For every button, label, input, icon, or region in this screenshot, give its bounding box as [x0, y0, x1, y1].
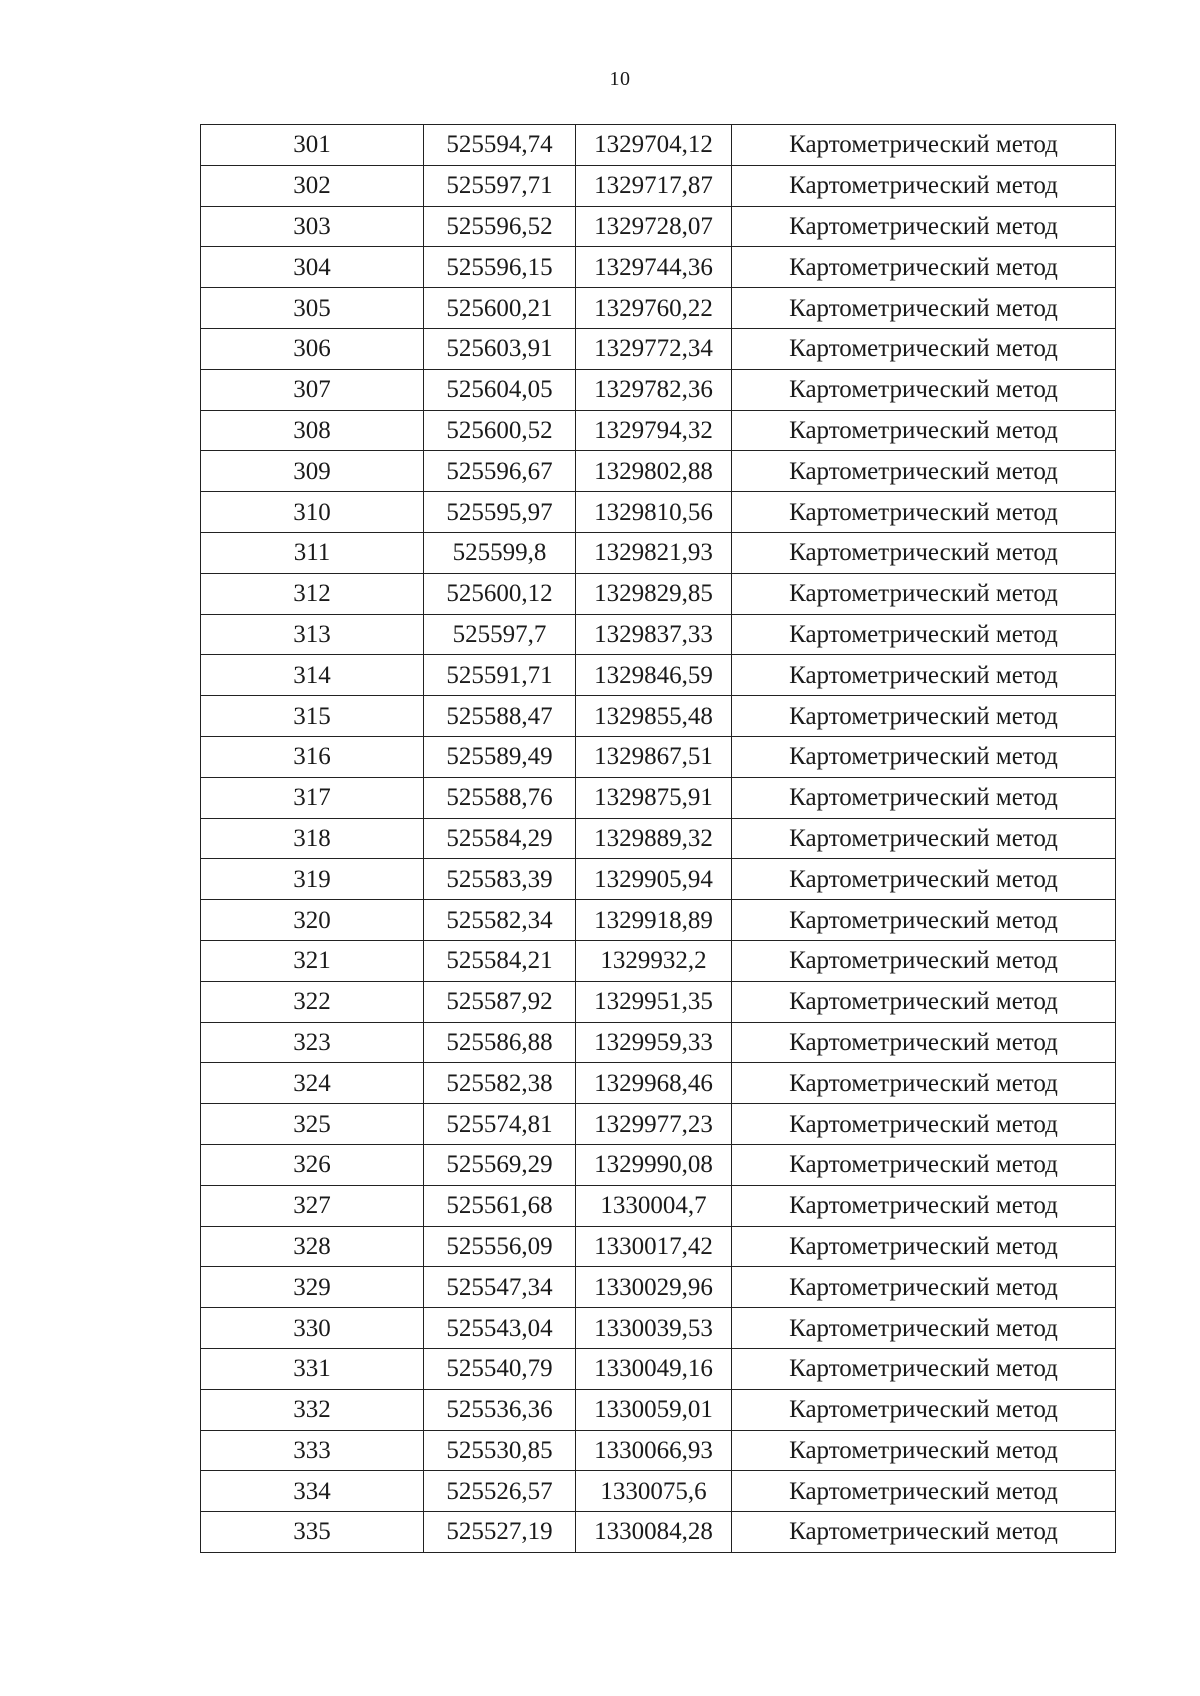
table-row: [201, 859, 1116, 900]
y-coordinate-cell: 1330066,93: [576, 1430, 732, 1471]
method-cell: Картометрический метод: [732, 247, 1116, 288]
table-row: [201, 1512, 1116, 1553]
point-number-cell: 303: [201, 206, 424, 247]
y-coordinate-cell: 1329717,87: [576, 165, 732, 206]
method-cell: Картометрический метод: [732, 1471, 1116, 1512]
x-coordinate-cell: 525526,57: [424, 1471, 576, 1512]
y-coordinate-cell: 1330039,53: [576, 1308, 732, 1349]
table-row: [201, 573, 1116, 614]
table-row: [201, 125, 1116, 166]
x-coordinate-cell: 525595,97: [424, 492, 576, 533]
y-coordinate-cell: 1330029,96: [576, 1267, 732, 1308]
point-number-cell: 321: [201, 940, 424, 981]
point-number-cell: 304: [201, 247, 424, 288]
table-row: [201, 900, 1116, 941]
method-cell: Картометрический метод: [732, 573, 1116, 614]
table-row: [201, 1308, 1116, 1349]
method-cell: Картометрический метод: [732, 532, 1116, 573]
method-cell: Картометрический метод: [732, 981, 1116, 1022]
x-coordinate-cell: 525569,29: [424, 1144, 576, 1185]
point-number-cell: 315: [201, 696, 424, 737]
point-number-cell: 302: [201, 165, 424, 206]
method-cell: Картометрический метод: [732, 369, 1116, 410]
table-row: [201, 206, 1116, 247]
point-number-cell: 324: [201, 1063, 424, 1104]
point-number-cell: 326: [201, 1144, 424, 1185]
x-coordinate-cell: 525596,52: [424, 206, 576, 247]
method-cell: Картометрический метод: [732, 492, 1116, 533]
table-row: [201, 1226, 1116, 1267]
table-row: [201, 410, 1116, 451]
y-coordinate-cell: 1330017,42: [576, 1226, 732, 1267]
x-coordinate-cell: 525603,91: [424, 328, 576, 369]
x-coordinate-cell: 525584,21: [424, 940, 576, 981]
x-coordinate-cell: 525591,71: [424, 655, 576, 696]
method-cell: Картометрический метод: [732, 125, 1116, 166]
point-number-cell: 308: [201, 410, 424, 451]
y-coordinate-cell: 1329802,88: [576, 451, 732, 492]
method-cell: Картометрический метод: [732, 900, 1116, 941]
y-coordinate-cell: 1329977,23: [576, 1104, 732, 1145]
point-number-cell: 305: [201, 288, 424, 329]
table-row: [201, 165, 1116, 206]
method-cell: Картометрический метод: [732, 165, 1116, 206]
y-coordinate-cell: 1329782,36: [576, 369, 732, 410]
table-row: [201, 1389, 1116, 1430]
method-cell: Картометрический метод: [732, 1185, 1116, 1226]
point-number-cell: 331: [201, 1348, 424, 1389]
table-row: [201, 1430, 1116, 1471]
y-coordinate-cell: 1330049,16: [576, 1348, 732, 1389]
point-number-cell: 317: [201, 777, 424, 818]
x-coordinate-cell: 525586,88: [424, 1022, 576, 1063]
point-number-cell: 307: [201, 369, 424, 410]
point-number-cell: 335: [201, 1512, 424, 1553]
point-number-cell: 323: [201, 1022, 424, 1063]
coordinates-table: [200, 124, 1116, 1553]
x-coordinate-cell: 525574,81: [424, 1104, 576, 1145]
table-row: [201, 777, 1116, 818]
y-coordinate-cell: 1329760,22: [576, 288, 732, 329]
table-row: [201, 451, 1116, 492]
x-coordinate-cell: 525584,29: [424, 818, 576, 859]
method-cell: Картометрический метод: [732, 1104, 1116, 1145]
point-number-cell: 313: [201, 614, 424, 655]
x-coordinate-cell: 525582,38: [424, 1063, 576, 1104]
method-cell: Картометрический метод: [732, 655, 1116, 696]
table-row: [201, 492, 1116, 533]
x-coordinate-cell: 525600,52: [424, 410, 576, 451]
x-coordinate-cell: 525587,92: [424, 981, 576, 1022]
point-number-cell: 322: [201, 981, 424, 1022]
x-coordinate-cell: 525540,79: [424, 1348, 576, 1389]
x-coordinate-cell: 525582,34: [424, 900, 576, 941]
point-number-cell: 320: [201, 900, 424, 941]
point-number-cell: 314: [201, 655, 424, 696]
y-coordinate-cell: 1329905,94: [576, 859, 732, 900]
point-number-cell: 316: [201, 736, 424, 777]
x-coordinate-cell: 525561,68: [424, 1185, 576, 1226]
table-row: [201, 328, 1116, 369]
table-row: [201, 1022, 1116, 1063]
y-coordinate-cell: 1329794,32: [576, 410, 732, 451]
x-coordinate-cell: 525596,67: [424, 451, 576, 492]
y-coordinate-cell: 1329821,93: [576, 532, 732, 573]
point-number-cell: 309: [201, 451, 424, 492]
x-coordinate-cell: 525597,71: [424, 165, 576, 206]
method-cell: Картометрический метод: [732, 206, 1116, 247]
point-number-cell: 328: [201, 1226, 424, 1267]
y-coordinate-cell: 1329968,46: [576, 1063, 732, 1104]
point-number-cell: 310: [201, 492, 424, 533]
method-cell: Картометрический метод: [732, 614, 1116, 655]
table-row: [201, 614, 1116, 655]
y-coordinate-cell: 1330004,7: [576, 1185, 732, 1226]
point-number-cell: 325: [201, 1104, 424, 1145]
table-row: [201, 247, 1116, 288]
y-coordinate-cell: 1330075,6: [576, 1471, 732, 1512]
method-cell: Картометрический метод: [732, 1430, 1116, 1471]
point-number-cell: 332: [201, 1389, 424, 1430]
table-row: [201, 696, 1116, 737]
y-coordinate-cell: 1329875,91: [576, 777, 732, 818]
y-coordinate-cell: 1329932,2: [576, 940, 732, 981]
y-coordinate-cell: 1329951,35: [576, 981, 732, 1022]
table-row: [201, 655, 1116, 696]
x-coordinate-cell: 525588,47: [424, 696, 576, 737]
x-coordinate-cell: 525594,74: [424, 125, 576, 166]
method-cell: Картометрический метод: [732, 1308, 1116, 1349]
method-cell: Картометрический метод: [732, 777, 1116, 818]
point-number-cell: 301: [201, 125, 424, 166]
y-coordinate-cell: 1329744,36: [576, 247, 732, 288]
table-row: [201, 1471, 1116, 1512]
y-coordinate-cell: 1329959,33: [576, 1022, 732, 1063]
table-row: [201, 1267, 1116, 1308]
point-number-cell: 329: [201, 1267, 424, 1308]
x-coordinate-cell: 525530,85: [424, 1430, 576, 1471]
x-coordinate-cell: 525600,12: [424, 573, 576, 614]
point-number-cell: 330: [201, 1308, 424, 1349]
y-coordinate-cell: 1329829,85: [576, 573, 732, 614]
y-coordinate-cell: 1329772,34: [576, 328, 732, 369]
x-coordinate-cell: 525583,39: [424, 859, 576, 900]
table-row: [201, 981, 1116, 1022]
y-coordinate-cell: 1329867,51: [576, 736, 732, 777]
table-row: [201, 1104, 1116, 1145]
x-coordinate-cell: 525543,04: [424, 1308, 576, 1349]
method-cell: Картометрический метод: [732, 696, 1116, 737]
x-coordinate-cell: 525588,76: [424, 777, 576, 818]
table-row: [201, 532, 1116, 573]
table-row: [201, 1144, 1116, 1185]
point-number-cell: 333: [201, 1430, 424, 1471]
point-number-cell: 318: [201, 818, 424, 859]
y-coordinate-cell: 1329855,48: [576, 696, 732, 737]
y-coordinate-cell: 1330059,01: [576, 1389, 732, 1430]
y-coordinate-cell: 1329810,56: [576, 492, 732, 533]
x-coordinate-cell: 525596,15: [424, 247, 576, 288]
x-coordinate-cell: 525604,05: [424, 369, 576, 410]
table-row: [201, 940, 1116, 981]
method-cell: Картометрический метод: [732, 859, 1116, 900]
table-row: [201, 1185, 1116, 1226]
x-coordinate-cell: 525599,8: [424, 532, 576, 573]
y-coordinate-cell: 1329990,08: [576, 1144, 732, 1185]
point-number-cell: 334: [201, 1471, 424, 1512]
method-cell: Картометрический метод: [732, 1512, 1116, 1553]
point-number-cell: 327: [201, 1185, 424, 1226]
method-cell: Картометрический метод: [732, 288, 1116, 329]
table-row: [201, 369, 1116, 410]
x-coordinate-cell: 525600,21: [424, 288, 576, 329]
table-row: [201, 1348, 1116, 1389]
method-cell: Картометрический метод: [732, 1267, 1116, 1308]
y-coordinate-cell: 1329837,33: [576, 614, 732, 655]
table-row: [201, 736, 1116, 777]
method-cell: Картометрический метод: [732, 1144, 1116, 1185]
method-cell: Картометрический метод: [732, 940, 1116, 981]
point-number-cell: 306: [201, 328, 424, 369]
x-coordinate-cell: 525556,09: [424, 1226, 576, 1267]
point-number-cell: 319: [201, 859, 424, 900]
x-coordinate-cell: 525547,34: [424, 1267, 576, 1308]
method-cell: Картометрический метод: [732, 410, 1116, 451]
y-coordinate-cell: 1329728,07: [576, 206, 732, 247]
page-number: 10: [609, 68, 631, 90]
method-cell: Картометрический метод: [732, 328, 1116, 369]
point-number-cell: 312: [201, 573, 424, 614]
point-number-cell: 311: [201, 532, 424, 573]
x-coordinate-cell: 525527,19: [424, 1512, 576, 1553]
y-coordinate-cell: 1329889,32: [576, 818, 732, 859]
x-coordinate-cell: 525536,36: [424, 1389, 576, 1430]
method-cell: Картометрический метод: [732, 1226, 1116, 1267]
table-row: [201, 288, 1116, 329]
method-cell: Картометрический метод: [732, 1348, 1116, 1389]
method-cell: Картометрический метод: [732, 1389, 1116, 1430]
method-cell: Картометрический метод: [732, 451, 1116, 492]
coordinates-table-body: [201, 125, 1116, 1553]
y-coordinate-cell: 1329846,59: [576, 655, 732, 696]
x-coordinate-cell: 525589,49: [424, 736, 576, 777]
table-row: [201, 818, 1116, 859]
y-coordinate-cell: 1329704,12: [576, 125, 732, 166]
method-cell: Картометрический метод: [732, 1022, 1116, 1063]
x-coordinate-cell: 525597,7: [424, 614, 576, 655]
method-cell: Картометрический метод: [732, 736, 1116, 777]
table-row: [201, 1063, 1116, 1104]
method-cell: Картометрический метод: [732, 818, 1116, 859]
y-coordinate-cell: 1330084,28: [576, 1512, 732, 1553]
y-coordinate-cell: 1329918,89: [576, 900, 732, 941]
method-cell: Картометрический метод: [732, 1063, 1116, 1104]
